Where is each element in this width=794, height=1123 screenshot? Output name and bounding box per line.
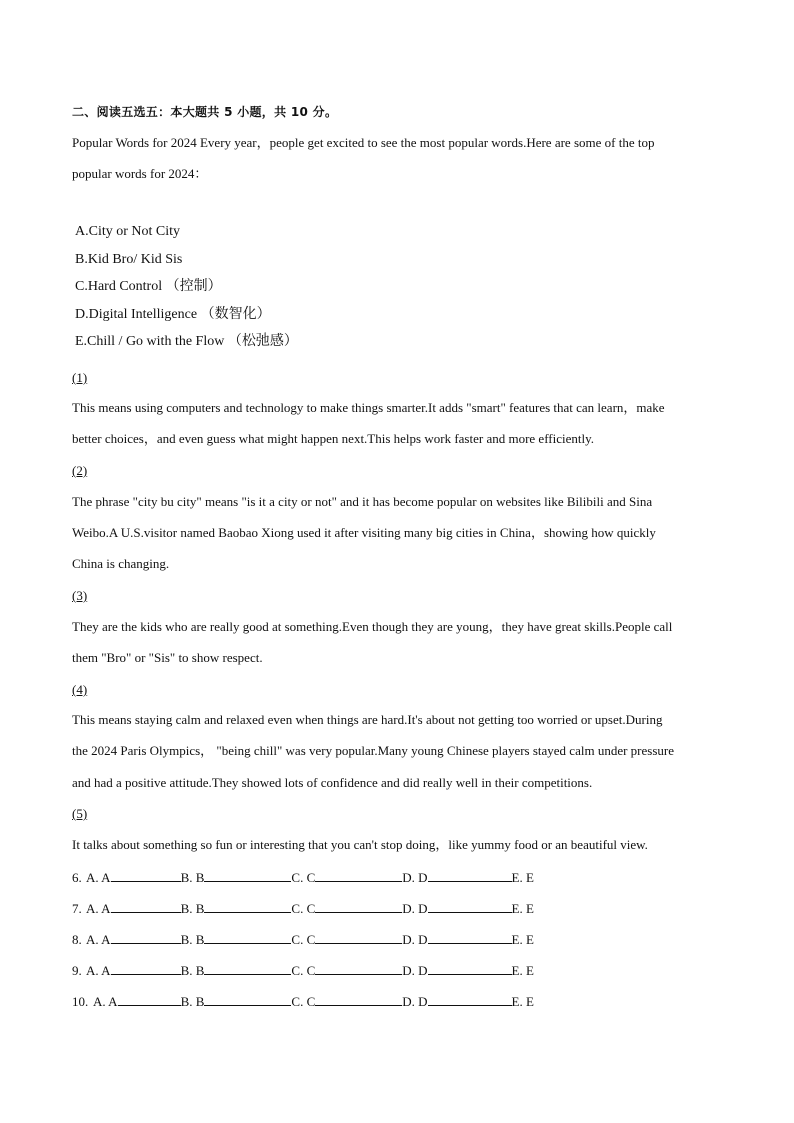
blank-number-3: (3) [72,588,88,603]
question-number: 10. [72,994,89,1009]
option-c: C.Hard Control （控制） [75,279,222,294]
choice-b[interactable]: B. B [180,901,205,916]
answer-row-8 [72,931,534,948]
paragraph-4-line-1: This means staying calm and relaxed even when things are hard.It's about not getting too worried or upset.During [72,712,663,727]
blank-line [118,993,181,1006]
blank-number-2: (2) [72,463,88,478]
option-b: B.Kid Bro/ Kid Sis [75,252,183,267]
blank-line [204,993,291,1006]
option-e: E.Chill / Go with the Flow （松弛感） [75,334,298,349]
choice-e[interactable]: E. E [511,870,534,885]
paragraph-2-line-3: China is changing. [72,556,170,571]
blank-line [315,993,402,1006]
choice-a[interactable]: A. A [86,870,111,885]
choice-c[interactable]: C. C [291,870,316,885]
choice-e[interactable]: E. E [511,932,534,947]
blank-line [315,931,402,944]
blank-line [204,900,291,913]
answer-row-10 [72,993,534,1010]
blank-line [315,962,402,975]
option-d: D.Digital Intelligence （数智化） [75,307,271,322]
blank-line [204,931,291,944]
choice-d[interactable]: D. D [402,963,428,978]
blank-line [111,869,181,882]
intro-line-1: Popular Words for 2024 Every year，people get excited to see the most popular words.Here are some of the top [72,135,655,150]
question-number: 6. [72,870,82,885]
choice-c[interactable]: C. C [291,932,316,947]
question-number: 9. [72,963,82,978]
answer-row-7 [72,900,534,917]
blank-line [204,869,291,882]
blank-line [111,900,181,913]
choice-e[interactable]: E. E [511,963,534,978]
choice-c[interactable]: C. C [291,963,316,978]
question-number: 8. [72,932,82,947]
paragraph-1-line-1: This means using computers and technology to make things smarter.It adds "smart" features that can learn，make [72,400,665,415]
blank-line [111,931,181,944]
section-title: 二、阅读五选五：本大题共 5 小题，共 10 分。 [72,105,338,119]
paragraph-4-line-3: and had a positive attitude.They showed lots of confidence and did really well in their competitions. [72,775,593,790]
choice-d[interactable]: D. D [402,870,428,885]
blank-line [204,962,291,975]
blank-line [428,869,512,882]
blank-number-4: (4) [72,682,88,697]
blank-line [428,993,512,1006]
choice-b[interactable]: B. B [180,963,205,978]
blank-line [428,931,512,944]
choice-b[interactable]: B. B [180,932,205,947]
answer-row-6 [72,869,534,886]
paragraph-3-line-1: They are the kids who are really good at something.Even though they are young，they have great skills.People call [72,619,673,634]
choice-e[interactable]: E. E [511,994,534,1009]
choice-d[interactable]: D. D [402,994,428,1009]
paragraph-2-line-1: The phrase "city bu city" means "is it a city or not" and it has become popular on websites like Bilibili and Sina [72,494,653,509]
choice-a[interactable]: A. A [93,994,118,1009]
paragraph-4-line-2: the 2024 Paris Olympics， "being chill" was very popular.Many young Chinese players stayed calm under pressure [72,743,674,758]
choice-b[interactable]: B. B [180,870,205,885]
blank-line [315,900,402,913]
question-number: 7. [72,901,82,916]
choice-c[interactable]: C. C [291,994,316,1009]
blank-line [315,869,402,882]
blank-line [428,900,512,913]
choice-a[interactable]: A. A [86,932,111,947]
blank-number-1: (1) [72,370,88,385]
choice-a[interactable]: A. A [86,901,111,916]
paragraph-3-line-2: them "Bro" or "Sis" to show respect. [72,650,263,665]
intro-line-2: popular words for 2024： [72,166,208,181]
choice-b[interactable]: B. B [180,994,205,1009]
paragraph-1-line-2: better choices，and even guess what might happen next.This helps work faster and more efficiently. [72,431,595,446]
choice-d[interactable]: D. D [402,901,428,916]
answer-row-9 [72,962,534,979]
blank-number-5: (5) [72,806,88,821]
paragraph-5-line-1: It talks about something so fun or interesting that you can't stop doing，like yummy food or an beautiful view. [72,837,648,852]
choice-c[interactable]: C. C [291,901,316,916]
paragraph-2-line-2: Weibo.A U.S.visitor named Baobao Xiong used it after visiting many big cities in China，showing how quickly [72,525,656,540]
choice-e[interactable]: E. E [511,901,534,916]
choice-a[interactable]: A. A [86,963,111,978]
blank-line [111,962,181,975]
choice-d[interactable]: D. D [402,932,428,947]
option-a: A.City or Not City [75,224,181,239]
blank-line [428,962,512,975]
